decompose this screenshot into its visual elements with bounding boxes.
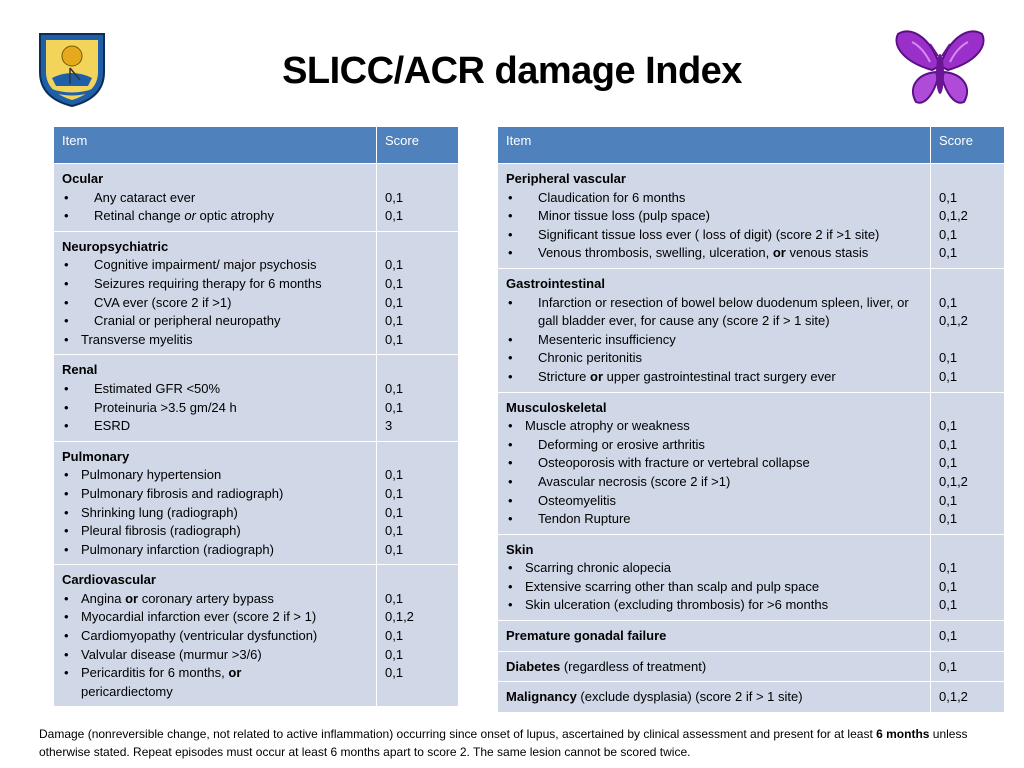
table-row: Renal • Estimated GFR <50% • Proteinuria >3.5 gm/24 h • ESRD 0,1 0,1 3 — [54, 355, 459, 441]
section-title: Diabetes — [506, 658, 561, 674]
table-row: Malignancy (exclude dysplasia) (score 2 if > 1 site) 0,1,2 — [498, 682, 1005, 713]
table-row: Gastrointestinal • Infarction or resection of bowel below duodenum spleen, liver, or gall bladder ever, for cause any (score 2 if > 1 site) • Mesenteric insufficiency • Chronic peritonitis • Stricture or upper gastrointestinal tract surgery ever 0,1 0,1,2 0,1 0,1 — [498, 268, 1005, 392]
section-title: Peripheral vascular — [506, 171, 626, 186]
section-title: Ocular — [62, 171, 104, 186]
section-title: Renal — [62, 362, 98, 378]
item-header: Item — [54, 127, 377, 164]
table-row: Peripheral vascular • Claudication for 6 months • Minor tissue loss (pulp space) • Significant tissue loss ever ( loss of digit) (score 2 if >1 site) • Venous thrombosis, swelling, ulceration, or venous stasis 0,1 0,1,2 0,1 0,1 — [498, 164, 1005, 269]
section-title: Neuropsychiatric — [62, 238, 169, 254]
table-row: Pulmonary • Pulmonary hypertension • Pulmonary fibrosis and radiograph) • Shrinking lung (radiograph) • Pleural fibrosis (radiograph) • Pulmonary infarction (radiograph) 0,1 0,1 0,1 0,1 0,1 — [54, 441, 459, 565]
left-damage-table — [53, 126, 459, 707]
section-title: Musculoskeletal — [506, 399, 607, 415]
section-title: Pulmonary — [62, 448, 130, 464]
section-title: Premature gonadal failure — [506, 628, 667, 644]
score-header: Score — [931, 127, 1005, 164]
table-row: Diabetes (regardless of treatment) 0,1 — [498, 651, 1005, 682]
table-row: Premature gonadal failure 0,1 — [498, 621, 1005, 652]
table-row: Skin • Scarring chronic alopecia • Extensive scarring other than scalp and pulp space • Skin ulceration (excluding thrombosis) for >6 months 0,1 0,1 0,1 — [498, 534, 1005, 620]
table-row: Neuropsychiatric • Cognitive impairment/ major psychosis • Seizures requiring therapy for 6 months • CVA ever (score 2 if >1) • Cranial or peripheral neuropathy • Transverse myelitis 0,1 0,1 0,1 0,1 0,1 — [54, 231, 459, 355]
section-title: Skin — [506, 541, 534, 557]
section-title: Cardiovascular — [62, 572, 156, 588]
right-damage-table — [497, 126, 1005, 713]
score-header: Score — [377, 127, 459, 164]
page-title: SLICC/ACR damage Index — [282, 50, 742, 92]
section-title: Gastrointestinal — [506, 275, 605, 291]
item-header: Item — [498, 127, 931, 164]
table-row: Ocular • Any cataract ever • Retinal change or optic atrophy 0,1 0,1 — [54, 164, 459, 232]
section-title: Malignancy — [506, 689, 577, 705]
table-row: Cardiovascular • Angina or coronary artery bypass • Myocardial infarction ever (score 2 if > 1) • Cardiomyopathy (ventricular dysfunction) • Valvular disease (murmur >3/6) • Pericarditis for 6 months, or pericardiectomy 0,1 0,1,2 0,1 0,1 0,1 — [54, 565, 459, 707]
table-row: Musculoskeletal • Muscle atrophy or weakness • Deforming or erosive arthritis • Osteoporosis with fracture or vertebral collapse • Avascular necrosis (score 2 if >1) • Osteomyelitis • Tendon Rupture 0,1 0,1 0,1 0,1,2 0,1 0,1 — [498, 392, 1005, 534]
footnote: Damage (nonreversible change, not related to active inflammation) occurring since onset of lupus, ascertained by clinical assessment and present for at least 6 months unless otherwise stated. Repeat episodes must occur at least 6 months apart to score 2. The same lesion cannot be scored twice. — [39, 727, 968, 759]
purple-butterfly-icon — [890, 26, 990, 110]
